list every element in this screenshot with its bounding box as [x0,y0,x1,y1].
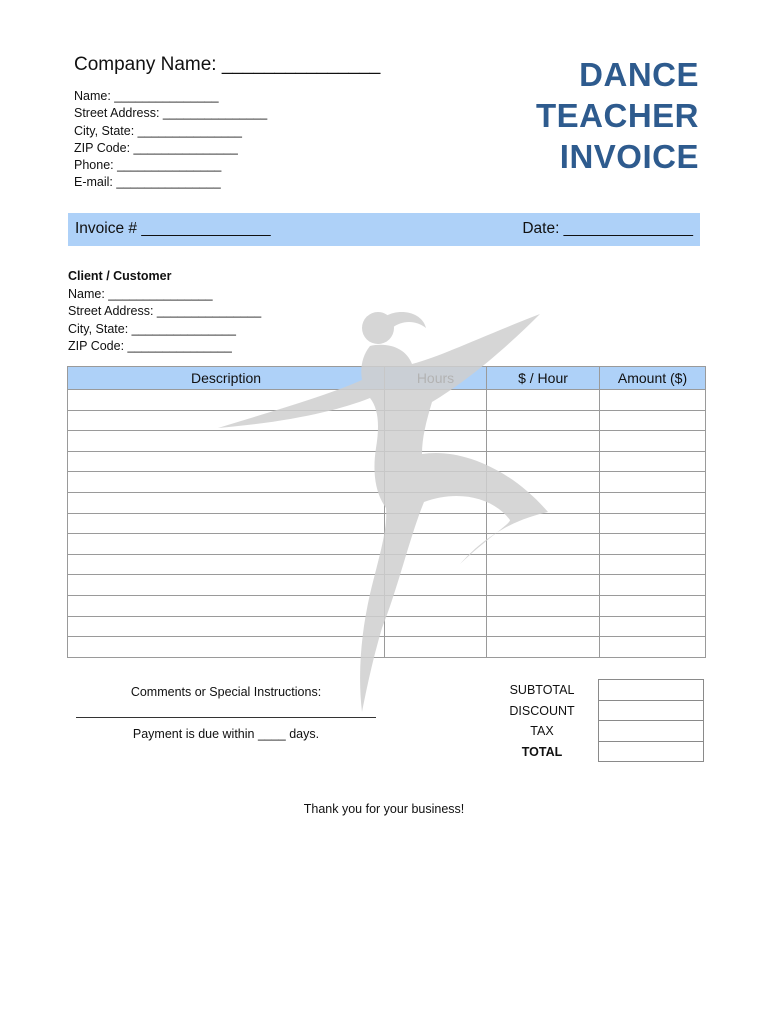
discount-field[interactable] [598,700,704,722]
amount-cell[interactable] [600,390,706,411]
amount-cell[interactable] [600,637,706,658]
tax-label: TAX [530,724,554,739]
subtotal-label: SUBTOTAL [509,683,575,697]
subtotal-field[interactable] [598,679,704,701]
column-header-amount: Amount ($) [600,367,706,390]
amount-cell[interactable] [600,534,706,555]
dancer-silhouette-icon [210,298,560,718]
amount-cell[interactable] [600,554,706,575]
totals-labels [500,680,584,762]
column-header-description: Description [68,367,385,390]
comments-label: Comments or Special Instructions: [130,685,322,699]
sender-email-line: E-mail: _______________ [74,175,221,190]
document-title [536,54,699,177]
company-name-line: Company Name: _______________ [74,54,381,75]
amount-cell[interactable] [600,513,706,534]
amount-cell[interactable] [600,431,706,452]
sender-city-line: City, State: _______________ [74,123,242,138]
amount-cell[interactable] [600,451,706,472]
totals-boxes [598,679,704,762]
column-header-rate: $ / Hour [487,367,600,390]
client-street-line: Street Address: _______________ [68,304,262,319]
invoice-date-field[interactable]: Date: _______________ [522,220,693,237]
client-heading: Client / Customer [68,269,172,283]
comments-line[interactable] [76,703,376,718]
sender-phone-line: Phone: _______________ [74,158,222,173]
amount-cell[interactable] [600,595,706,616]
amount-cell[interactable] [600,472,706,493]
payment-terms: Payment is due within ____ days. [132,726,320,741]
invoice-number-field[interactable]: Invoice # _______________ [75,220,271,237]
title-line-dance: DANCE [579,56,699,93]
amount-cell[interactable] [600,575,706,596]
amount-cell[interactable] [600,492,706,513]
title-line-teacher: TEACHER [535,97,699,134]
sender-street-line: Street Address: _______________ [74,106,268,121]
client-zip-line: ZIP Code: _______________ [68,339,232,354]
sender-zip-line: ZIP Code: _______________ [74,140,238,155]
sender-address-block [74,88,267,192]
comments-block [76,682,376,744]
total-label: TOTAL [521,744,563,759]
discount-label: DISCOUNT [509,703,575,718]
total-field[interactable] [598,741,704,763]
client-name-line: Name: _______________ [68,286,213,301]
sender-name-line: Name: _______________ [74,89,219,103]
invoice-number-bar [68,213,700,246]
title-line-invoice: INVOICE [559,138,699,175]
tax-field[interactable] [598,720,704,742]
thank-you-note: Thank you for your business! [303,802,465,816]
amount-cell[interactable] [600,410,706,431]
client-city-line: City, State: _______________ [68,321,236,336]
amount-cell[interactable] [600,616,706,637]
